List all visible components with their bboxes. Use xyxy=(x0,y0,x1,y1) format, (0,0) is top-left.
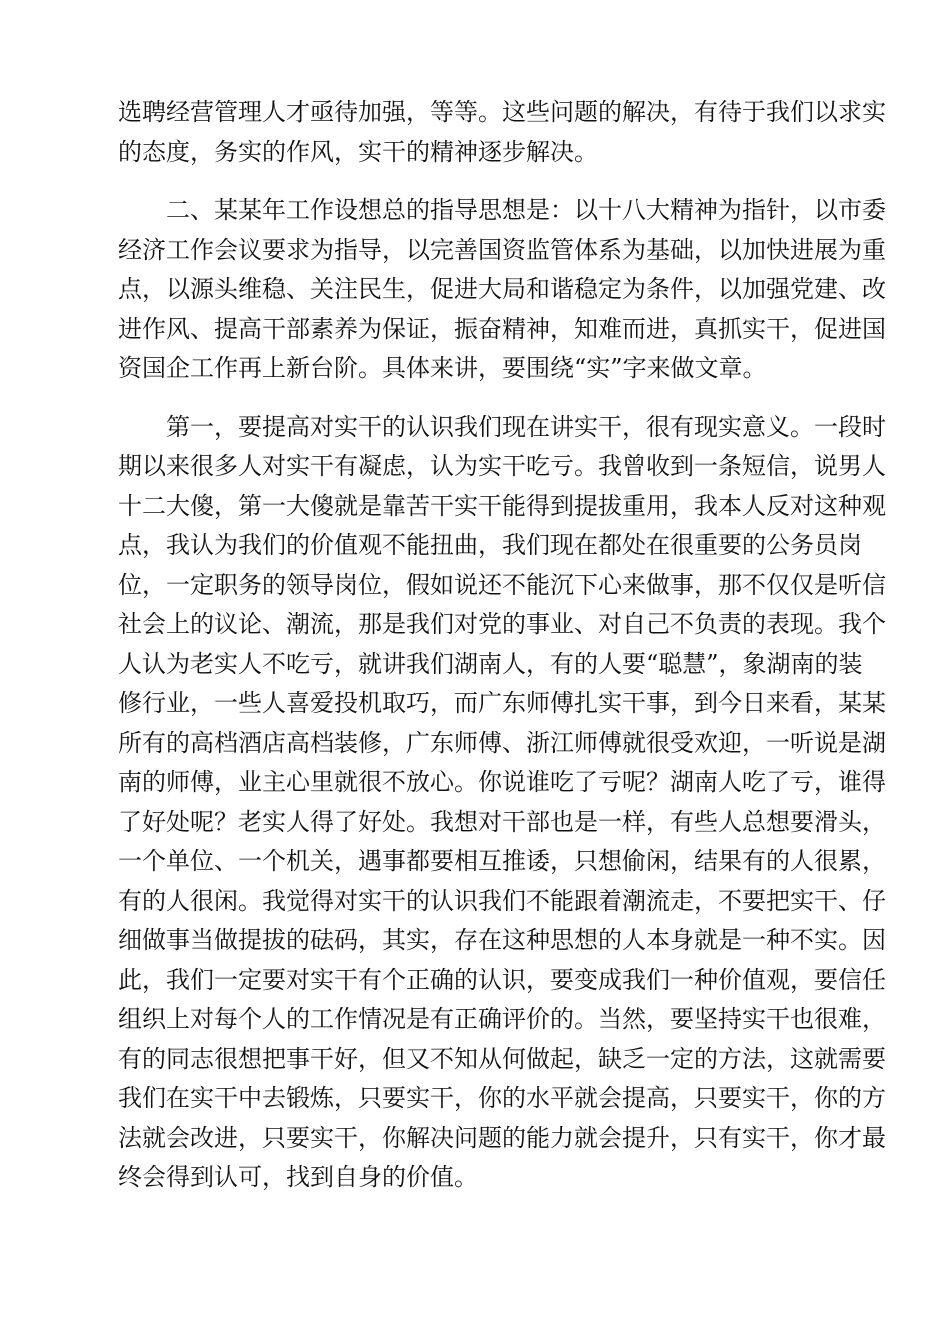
text-line: 社会上的议论、潮流，那是我们对党的事业、对自己不负责的表现。我个 xyxy=(118,610,886,638)
text-line: 终会得到认可，找到自身的价值。 xyxy=(118,1163,478,1191)
text-line: 进作风、提高干部素养为保证，振奋精神，知难而进，真抓实干，促进国 xyxy=(118,314,886,343)
text-line: 第一，要提高对实干的认识我们现在讲实干，很有现实意义。一段时 xyxy=(166,412,886,441)
text-line: 组织上对每个人的工作情况是有正确评价的。当然，要坚持实干也很难， xyxy=(118,1005,886,1033)
text-line: 法就会改进，只要实干，你解决问题的能力就会提升，只有实干，你才最 xyxy=(118,1123,886,1152)
document-page xyxy=(118,93,886,1198)
text-line: 细做事当做提拔的砝码，其实，存在这种思想的人本身就是一种不实。因 xyxy=(118,926,886,954)
text-line: 期以来很多人对实干有凝虑，认为实干吃亏。我曾收到一条短信，说男人 xyxy=(118,452,886,480)
text-line: 资国企工作再上新台阶。具体来讲，要围绕“实”字来做文章。 xyxy=(118,354,767,382)
paragraph-gap xyxy=(118,172,834,191)
text-line: 所有的高档酒店高档装修，广东师傅、浙江师傅就很受欢迎，一听说是湖 xyxy=(118,728,886,757)
text-line: 十二大傻，第一大傻就是靠苦干实干能得到提拔重用，我本人反对这种观 xyxy=(118,491,886,520)
text-line: 南的师傅，业主心里就很不放心。你说谁吃了亏呢？湖南人吃了亏，谁得 xyxy=(118,768,886,796)
text-line: 位，一定职务的领导岗位，假如说还不能沉下心来做事，那不仅仅是听信 xyxy=(118,570,886,599)
text-line: 修行业，一些人喜爱投机取巧，而广东师傅扎实干事，到今日来看，某某 xyxy=(118,689,886,717)
paragraph-gap xyxy=(118,389,834,408)
text-line: 选聘经营管理人才亟待加强，等等。这些问题的解决，有待于我们以求实 xyxy=(118,98,886,126)
text-line: 点，以源头维稳、关注民生，促进大局和谐稳定为条件，以加强党建、改 xyxy=(118,275,886,303)
text-line: 有的同志很想把事干好，但又不知从何做起，缺乏一定的方法，这就需要 xyxy=(118,1044,886,1073)
text-line: 一个单位、一个机关，遇事都要相互推诿，只想偷闲，结果有的人很累， xyxy=(118,847,886,875)
paragraph-3 xyxy=(118,408,886,1198)
text-line: 人认为老实人不吃亏，就讲我们湖南人，有的人要“聪慧”，象湖南的装 xyxy=(118,649,863,678)
text-line: 二、某某年工作设想总的指导思想是：以十八大精神为指针，以市委 xyxy=(166,196,886,224)
text-line: 此，我们一定要对实干有个正确的认识，要变成我们一种价值观，要信任 xyxy=(118,965,886,994)
text-line: 有的人很闲。我觉得对实干的认识我们不能跟着潮流走，不要把实干、仔 xyxy=(118,886,886,915)
text-line: 经济工作会议要求为指导，以完善国资监管体系为基础，以加快进展为重 xyxy=(118,235,886,264)
text-line: 我们在实干中去锻炼，只要实干，你的水平就会提高，只要实干，你的方 xyxy=(118,1084,886,1112)
paragraph-1 xyxy=(118,93,886,172)
text-line: 点，我认为我们的价值观不能扭曲，我们现在都处在很重要的公务员岗 xyxy=(118,531,862,559)
paragraph-2 xyxy=(118,191,886,389)
text-line: 的态度，务实的作风，实干的精神逐步解决。 xyxy=(118,137,598,166)
text-line: 了好处呢？老实人得了好处。我想对干部也是一样，有些人总想要滑头， xyxy=(118,807,886,836)
